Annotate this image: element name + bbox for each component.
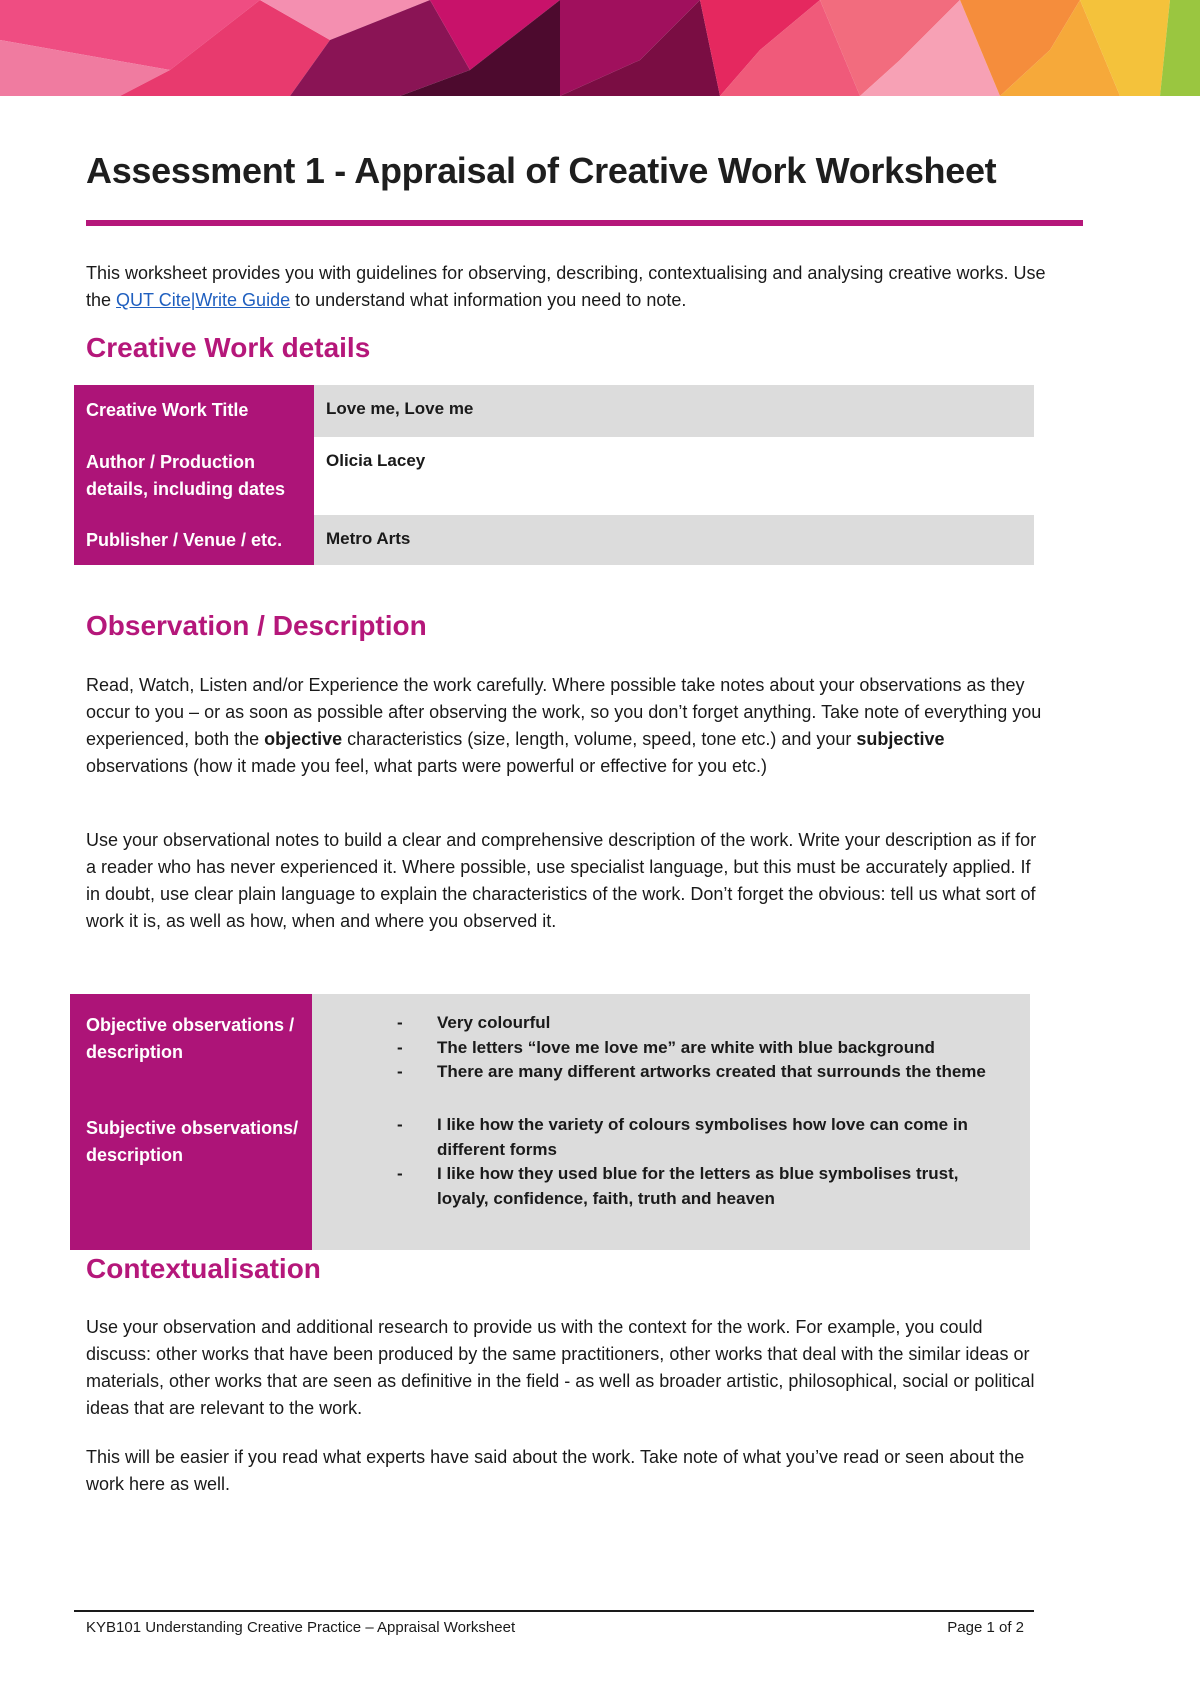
observation-paragraph-1 bbox=[86, 672, 1046, 780]
observation-text: characteristics (size, length, volume, speed, tone etc.) and your bbox=[342, 729, 857, 749]
list-item-text: I like how they used blue for the letters as blue symbolises trust, loyaly, confidence, faith, truth and heaven bbox=[437, 1164, 959, 1208]
observation-text: Read, Watch, Listen and/or Experience the work carefully. Where possible take notes about your observations as they occur to you – or as soon as possible after observing the work, so you don’t forget anything. Take note of everything you experienced, both the bbox=[86, 675, 1042, 749]
list-item bbox=[312, 1162, 1010, 1211]
polygon-banner-art bbox=[0, 0, 1200, 96]
list-item bbox=[312, 1060, 1010, 1085]
list-item bbox=[312, 1011, 1010, 1036]
table-row bbox=[74, 437, 1034, 515]
list-item-text: There are many different artworks created that surrounds the theme bbox=[437, 1062, 986, 1081]
observations-table bbox=[70, 994, 1030, 1250]
subjective-label: Subjective observations/ description bbox=[86, 1118, 299, 1165]
context-paragraph-2: This will be easier if you read what experts have said about the work. Take note of what you’ve read or seen about the work here as well. bbox=[86, 1447, 1025, 1494]
details-value: Metro Arts bbox=[314, 515, 1034, 565]
creative-work-details-table bbox=[74, 385, 1034, 565]
details-label: Publisher / Venue / etc. bbox=[74, 515, 314, 565]
table-row bbox=[74, 515, 1034, 565]
cite-write-guide-link[interactable]: QUT Cite|Write Guide bbox=[116, 290, 291, 310]
details-value: Love me, Love me bbox=[314, 385, 1034, 437]
bullet-dash: - bbox=[397, 1115, 403, 1134]
list-item-text: Very colourful bbox=[437, 1013, 551, 1032]
objective-emphasis: objective bbox=[264, 729, 343, 749]
observation-paragraph-2: Use your observational notes to build a clear and comprehensive description of the work. Write your description as if for a reader who has never experienced it. Where possible, use specialist language, but this must be accurately applied. If in doubt, use clear plain language to explain the characteristics of the work. Don’t forget the obvious: tell us what sort of work it is, as well as how, when and where you observed it. bbox=[86, 830, 1037, 931]
bullet-dash: - bbox=[397, 1164, 403, 1183]
intro-text-end: to understand what information you need to note. bbox=[290, 290, 687, 310]
list-item bbox=[312, 1036, 1010, 1061]
context-paragraph-1: Use your observation and additional research to provide us with the context for the work. For example, you could discuss: other works that have been produced by the same practitioners, other works that deal with the similar ideas or materials, other works that are seen as definitive in the field - as well as broader artistic, philosophical, social or political ideas that are relevant to the work. bbox=[86, 1317, 1035, 1418]
list-item-text: I like how the variety of colours symbolises how love can come in different forms bbox=[437, 1115, 968, 1159]
subjective-list bbox=[312, 1113, 1010, 1211]
objective-list bbox=[312, 1011, 1010, 1085]
intro-paragraph bbox=[86, 260, 1046, 314]
footer-page-number: Page 1 of 2 bbox=[947, 1619, 1024, 1636]
details-label: Author / Production details, including dates bbox=[74, 437, 314, 515]
page-title: Assessment 1 - Appraisal of Creative Work Worksheet bbox=[86, 150, 997, 191]
footer-course-title: KYB101 Understanding Creative Practice – Appraisal Worksheet bbox=[86, 1619, 516, 1636]
creative-work-heading: Creative Work details bbox=[86, 332, 371, 363]
header-banner bbox=[0, 0, 1200, 96]
observation-text: observations (how it made you feel, what parts were powerful or effective for you etc.) bbox=[86, 756, 767, 776]
details-value: Olicia Lacey bbox=[326, 451, 426, 470]
table-row bbox=[74, 385, 1034, 437]
observations-content bbox=[312, 994, 1030, 1250]
observation-heading: Observation / Description bbox=[86, 610, 427, 641]
details-label: Creative Work Title bbox=[74, 385, 314, 437]
footer-divider bbox=[74, 1610, 1034, 1612]
list-item bbox=[312, 1113, 1010, 1162]
contextualisation-heading: Contextualisation bbox=[86, 1253, 321, 1284]
bullet-dash: - bbox=[397, 1037, 403, 1057]
objective-label: Objective observations / description bbox=[86, 1015, 295, 1062]
bullet-dash: - bbox=[397, 1013, 403, 1032]
list-item-text: The letters “love me love me” are white with blue background bbox=[437, 1037, 935, 1057]
title-divider bbox=[86, 220, 1083, 226]
observations-label-column bbox=[70, 994, 312, 1250]
subjective-emphasis: subjective bbox=[856, 729, 945, 749]
bullet-dash: - bbox=[397, 1062, 403, 1081]
intro-text: This worksheet provides you with guidelines for observing, describing, contextualising and analysing creative works. Use the bbox=[86, 263, 1046, 310]
